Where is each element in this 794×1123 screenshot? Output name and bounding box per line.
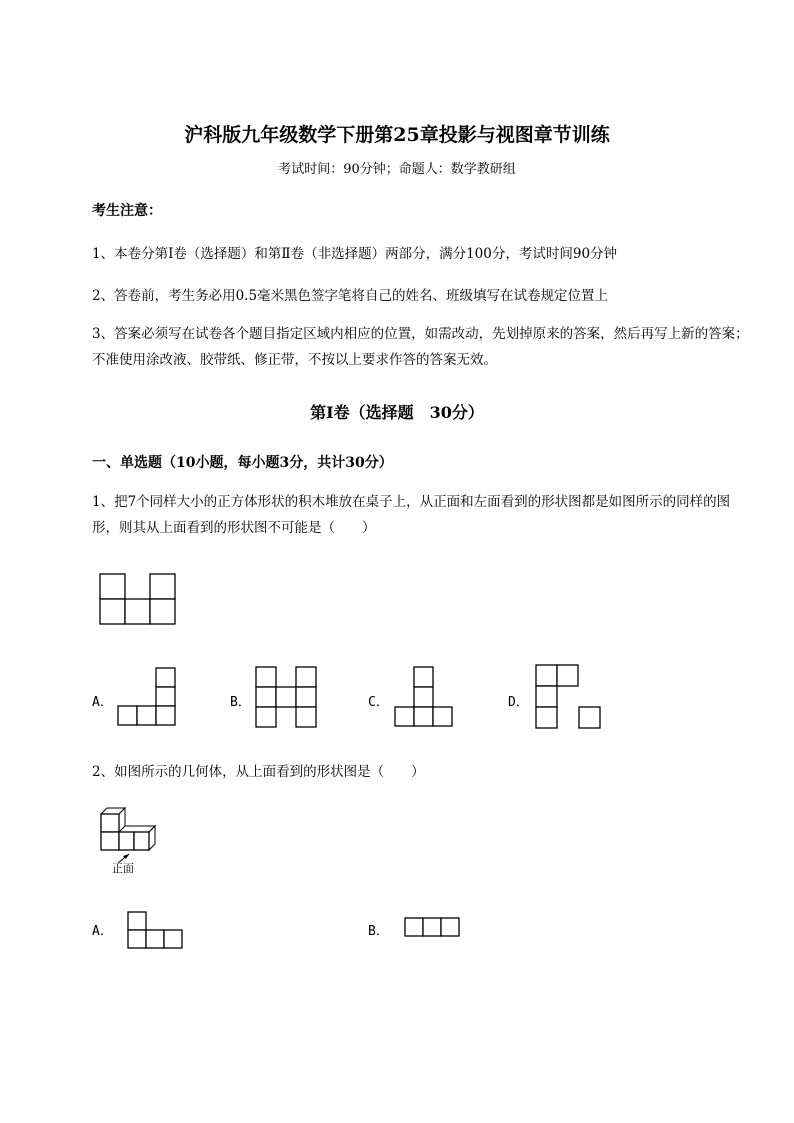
notice-heading: 考生注意：: [92, 203, 162, 219]
q2-option-a-figure[interactable]: [127, 911, 185, 951]
q1-option-c-figure[interactable]: [394, 666, 456, 730]
cube-face: [150, 599, 175, 624]
question-group-heading: 一、单选题（10小题，每小题3分，共计30分）: [92, 455, 393, 471]
q1-option-b-label[interactable]: B．: [230, 695, 251, 710]
cube-face: [100, 574, 125, 599]
q1-option-b-figure[interactable]: [255, 666, 319, 730]
q2-option-b-label[interactable]: B．: [368, 924, 389, 939]
front-view-label: 正面: [112, 862, 134, 875]
q1-option-a-label[interactable]: A．: [92, 695, 113, 710]
page-title: 沪科版九年级数学下册第25章投影与视图章节训练: [184, 124, 610, 146]
notice-item-1: 1、本卷分第I卷（选择题）和第Ⅱ卷（非选择题）两部分，满分100分，考试时间90分钟: [92, 246, 618, 262]
notice-item-2: 2、答卷前，考生务必用0.5毫米黑色签字笔将自己的姓名、班级填写在试卷规定位置上: [92, 288, 609, 304]
question-1-text: 1、把7个同样大小的正方体形状的积木堆放在桌子上，从正面和左面看到的形状图都是如图所示的同样的图形，则其从上面看到的形状图不可能是（ ）: [92, 494, 731, 536]
q2-option-b-figure[interactable]: [404, 917, 462, 939]
cube-face: [150, 574, 175, 599]
question-2-text: 2、如图所示的几何体，从上面看到的形状图是（ ）: [92, 764, 425, 780]
section-title: 第I卷（选择题 30分）: [310, 403, 484, 422]
q1-view-figure: [99, 573, 179, 627]
q1-option-d-figure[interactable]: [535, 664, 605, 730]
q2-option-a-label[interactable]: A．: [92, 924, 113, 939]
q1-option-c-label[interactable]: C．: [368, 695, 389, 710]
cube-face: [125, 599, 150, 624]
cube-face: [100, 599, 125, 624]
q1-option-d-label[interactable]: D．: [508, 695, 529, 710]
q1-option-a-figure[interactable]: [117, 667, 179, 729]
exam-info: 考试时间：90分钟；命题人：数学教研组: [278, 162, 516, 177]
notice-item-3: 3、答案必须写在试卷各个题目指定区域内相应的位置，如需改动，先划掉原来的答案，然后再写上新的答案；不准使用涂改液、胶带纸、修正带，不按以上要求作答的答案无效。: [92, 326, 749, 368]
